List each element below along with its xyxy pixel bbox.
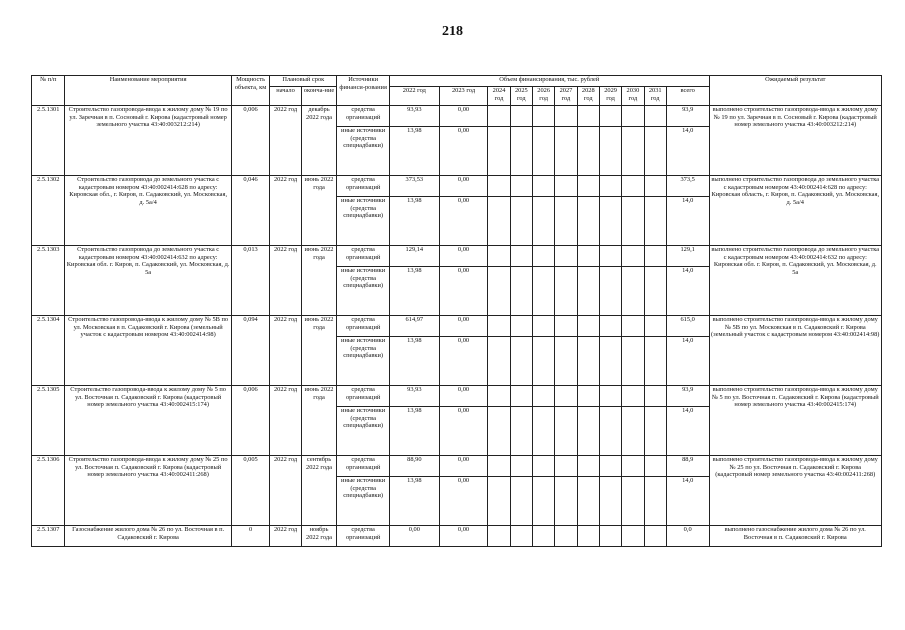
cell-2023: 0,00 — [439, 246, 488, 267]
cell-start: 2022 год — [270, 456, 301, 526]
cell-2022: 0,00 — [390, 526, 440, 547]
cell-start: 2022 год — [270, 176, 301, 246]
cell-2023: 0,00 — [439, 176, 488, 197]
cell-total: 129,1 — [666, 246, 709, 267]
header-2023: 2023 год — [439, 87, 488, 106]
cell-num: 2.5.1307 — [32, 526, 65, 547]
table-row — [32, 176, 882, 197]
cell-2022: 13,98 — [390, 407, 440, 456]
header-2029: 2029 год — [599, 87, 621, 106]
table-row — [32, 386, 882, 407]
cell-capacity: 0,013 — [231, 246, 270, 316]
cell-2023: 0,00 — [439, 197, 488, 246]
table-row — [32, 106, 882, 127]
cell-num: 2.5.1302 — [32, 176, 65, 246]
header-2030: 2030 год — [622, 87, 644, 106]
cell-2022: 13,98 — [390, 267, 440, 316]
cell-end: сентябрь 2022 года — [301, 456, 337, 526]
cell-2023: 0,00 — [439, 477, 488, 526]
cell-end: июнь 2022 года — [301, 386, 337, 456]
header-name: Наименование мероприятия — [65, 76, 231, 106]
header-total: всего — [666, 87, 709, 106]
cell-name: Строительство газопровода-ввода к жилому дому № 5 по ул. Восточная п. Садаковский г. Кирова (кадастровый номер земельного участка 43:40:002415:174) — [65, 386, 231, 456]
cell-total: 88,9 — [666, 456, 709, 477]
header-row-1 — [32, 76, 882, 87]
cell-name: Строительство газопровода-ввода к жилому дому № 25 по ул. Восточная п. Садаковский г. Кирова (кадастровый номер земельного участка 43:40:002411:268) — [65, 456, 231, 526]
cell-total: 14,0 — [666, 407, 709, 456]
header-sources: Источники финанси-рования — [337, 76, 390, 106]
cell-capacity: 0,005 — [231, 456, 270, 526]
header-2027: 2027 год — [555, 87, 577, 106]
header-start: начало — [270, 87, 301, 106]
cell-start: 2022 год — [270, 246, 301, 316]
table-row — [32, 526, 882, 547]
cell-total: 14,0 — [666, 197, 709, 246]
cell-capacity: 0,006 — [231, 106, 270, 176]
cell-2023: 0,00 — [439, 106, 488, 127]
cell-2022: 93,93 — [390, 386, 440, 407]
cell-2023: 0,00 — [439, 456, 488, 477]
cell-start: 2022 год — [270, 386, 301, 456]
cell-result: выполнено газоснабжение жилого дома № 26 по ул. Восточная в п. Садаковский г. Кирова — [709, 526, 882, 547]
cell-total: 14,0 — [666, 127, 709, 176]
cell-result: выполнено строительство газопровода до земельного участка с кадастровым номером 43:40:002414:628 по адресу: Кировская область, г. Киров, п. Садаковский, ул. Московская, д. 5а/4 — [709, 176, 882, 246]
cell-2023: 0,00 — [439, 267, 488, 316]
cell-source: иные источники (средства спецнадбавки) — [337, 197, 390, 246]
cell-2023: 0,00 — [439, 127, 488, 176]
cell-source: иные источники (средства спецнадбавки) — [337, 267, 390, 316]
cell-2022: 614,97 — [390, 316, 440, 337]
header-2028: 2028 год — [577, 87, 599, 106]
cell-source: иные источники (средства спецнадбавки) — [337, 407, 390, 456]
cell-2023: 0,00 — [439, 386, 488, 407]
cell-num: 2.5.1304 — [32, 316, 65, 386]
cell-2023: 0,00 — [439, 316, 488, 337]
cell-source: иные источники (средства спецнадбавки) — [337, 477, 390, 526]
cell-name: Строительство газопровода до земельного участка с кадастровым номером 43:40:002414:632 по адресу: Кировская обл. г. Киров, п. Садаковский, ул. Московская, д. 5а — [65, 246, 231, 316]
cell-2022: 13,98 — [390, 127, 440, 176]
cell-num: 2.5.1305 — [32, 386, 65, 456]
cell-end: июнь 2022 года — [301, 176, 337, 246]
cell-2022: 13,98 — [390, 197, 440, 246]
cell-2022: 13,98 — [390, 477, 440, 526]
table-row — [32, 456, 882, 477]
cell-source: средства организаций — [337, 456, 390, 477]
cell-capacity: 0 — [231, 526, 270, 547]
cell-2022: 13,98 — [390, 337, 440, 386]
header-result: Ожидаемый результат — [709, 76, 882, 106]
table-row — [32, 316, 882, 337]
cell-end: июнь 2022 года — [301, 316, 337, 386]
cell-total: 373,5 — [666, 176, 709, 197]
cell-result: выполнено строительство газопровода-ввода к жилому дому № 5 по ул. Восточная п. Садаковский г. Кирова (кадастровый номер земельного участка 43:40:002415:174) — [709, 386, 882, 456]
cell-capacity: 0,094 — [231, 316, 270, 386]
cell-num: 2.5.1306 — [32, 456, 65, 526]
header-capacity: Мощность объекта, км — [231, 76, 270, 106]
cell-result: выполнено строительство газопровода-ввода к жилому дому № 25 по ул. Восточная п. Садаковский г. Кирова (кадастровый номер земельного участка 43:40:002411:268) — [709, 456, 882, 526]
cell-total: 93,9 — [666, 106, 709, 127]
cell-num: 2.5.1301 — [32, 106, 65, 176]
cell-source: иные источники (средства спецнадбавки) — [337, 127, 390, 176]
cell-2023: 0,00 — [439, 337, 488, 386]
header-2022: 2022 год — [390, 87, 440, 106]
cell-2023: 0,00 — [439, 526, 488, 547]
cell-result: выполнено строительство газопровода до земельного участка с кадастровым номером 43:40:002414:632 по адресу: Кировская обл. г. Киров, п. Садаковский, ул. Московская, д. 5а — [709, 246, 882, 316]
cell-name: Строительство газопровода до земельного участка с кадастровым номером 43:40:002414:628 по адресу: Кировская обл., г. Киров, п. Садаковский, ул. Московская, д. 5а/4 — [65, 176, 231, 246]
cell-total: 14,0 — [666, 337, 709, 386]
header-num: № п/п — [32, 76, 65, 106]
cell-source: средства организаций — [337, 316, 390, 337]
header-2031: 2031 год — [644, 87, 666, 106]
cell-total: 14,0 — [666, 267, 709, 316]
cell-2022: 88,90 — [390, 456, 440, 477]
page-number: 218 — [442, 24, 463, 39]
cell-end: ноябрь 2022 года — [301, 526, 337, 547]
cell-source: средства организаций — [337, 246, 390, 267]
header-funding: Объем финансирования, тыс. рублей — [390, 76, 710, 87]
cell-source: средства организаций — [337, 176, 390, 197]
cell-source: средства организаций — [337, 106, 390, 127]
header-2026: 2026 год — [532, 87, 554, 106]
cell-start: 2022 год — [270, 106, 301, 176]
cell-end: июнь 2022 года — [301, 246, 337, 316]
cell-name: Строительство газопровода-ввода к жилому дому № 5В по ул. Московская в п. Садаковский г. Кирова (земельный участок с кадастровым номером 43:40:002414:98) — [65, 316, 231, 386]
header-end: оконча-ние — [301, 87, 337, 106]
header-2025: 2025 год — [510, 87, 532, 106]
cell-capacity: 0,006 — [231, 386, 270, 456]
header-planned-term: Плановый срок — [270, 76, 337, 87]
cell-2022: 129,14 — [390, 246, 440, 267]
cell-end: декабрь 2022 года — [301, 106, 337, 176]
cell-name: Строительство газопровода-ввода к жилому дому № 19 по ул. Заречная в п. Сосновый г. Кирова (кадастровый номер земельного участка 43:40:003212:214) — [65, 106, 231, 176]
cell-total: 14,0 — [666, 477, 709, 526]
cell-total: 0,0 — [666, 526, 709, 547]
cell-2022: 93,93 — [390, 106, 440, 127]
header-2024: 2024 год — [488, 87, 510, 106]
cell-result: выполнено строительство газопровода-ввода к жилому дому № 5В по ул. Московская в п. Садаковский г. Кирова (земельный участок с кадастровым номером 43:40:002414:98) — [709, 316, 882, 386]
cell-start: 2022 год — [270, 526, 301, 547]
cell-total: 93,9 — [666, 386, 709, 407]
cell-num: 2.5.1303 — [32, 246, 65, 316]
funding-table — [31, 75, 882, 547]
cell-capacity: 0,046 — [231, 176, 270, 246]
cell-source: средства организаций — [337, 526, 390, 547]
cell-name: Газоснабжение жилого дома № 26 по ул. Восточная в п. Садаковский г. Кирова — [65, 526, 231, 547]
cell-2023: 0,00 — [439, 407, 488, 456]
cell-source: средства организаций — [337, 386, 390, 407]
cell-result: выполнено строительство газопровода-ввода к жилому дому № 19 по ул. Заречная в п. Сосновый г. Кирова (кадастровый номер земельного участка 43:40:003212:214) — [709, 106, 882, 176]
table-row — [32, 246, 882, 267]
cell-2022: 373,53 — [390, 176, 440, 197]
cell-start: 2022 год — [270, 316, 301, 386]
cell-source: иные источники (средства спецнадбавки) — [337, 337, 390, 386]
cell-total: 615,0 — [666, 316, 709, 337]
